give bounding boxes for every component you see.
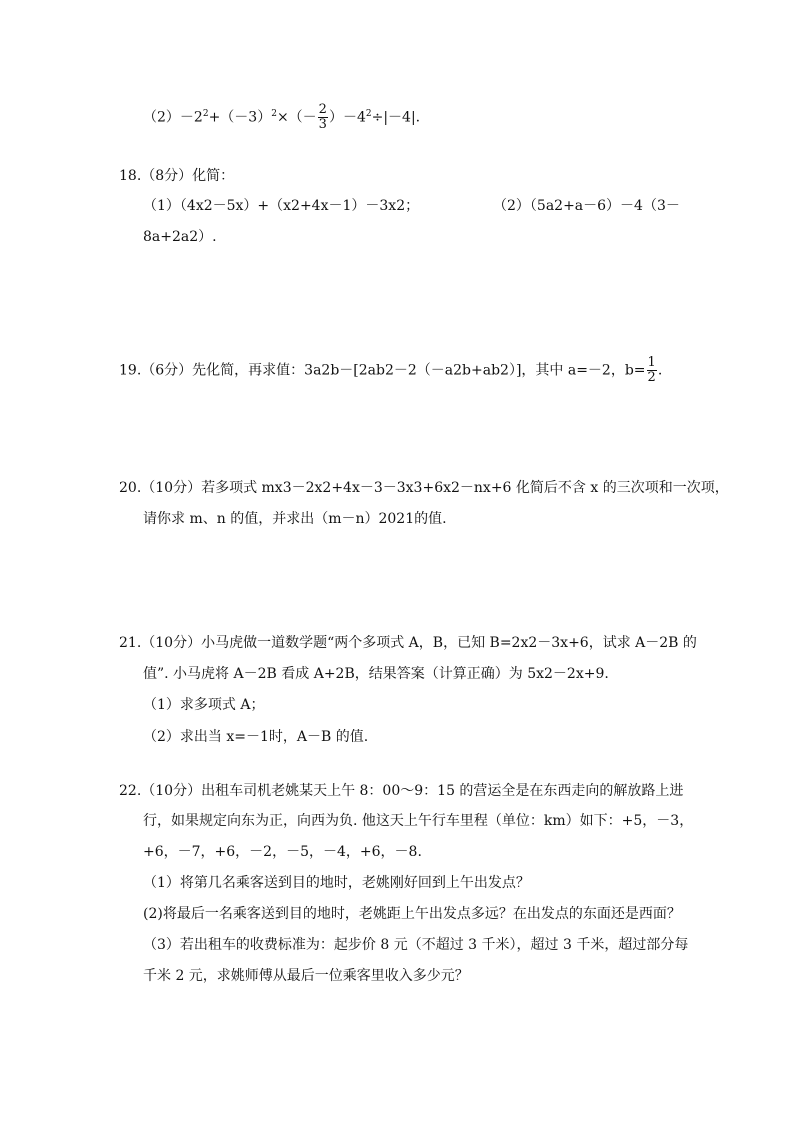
q19-text: .: [657, 362, 663, 379]
q22-line5: (2)将最后一名乘客送到目的地时，老姚距上午出发点多远？在出发点的东面还是西面？: [143, 906, 681, 922]
numerator: 2: [318, 102, 327, 117]
denominator: 2: [647, 370, 656, 385]
q18-heading: 18.（8分）化简：: [119, 168, 235, 184]
exp: 2: [365, 108, 372, 119]
q22-line2: 行，如果规定向东为正，向西为负. 他这天上午行车里程（单位：km）如下：+5，－3，: [143, 813, 694, 829]
q21-line4: （2）求出当 x=－1时，A－B 的值.: [143, 729, 369, 745]
q19: [119, 356, 662, 385]
fraction: [647, 356, 657, 385]
denominator: 3: [318, 117, 327, 132]
q19-text: 19.（6分）先化简，再求值：3a2b－[2ab2－2（－a2b+ab2）]，其中 a=－2，b=: [119, 362, 646, 379]
fraction: [318, 103, 328, 132]
q21-line2: 值”. 小马虎将 A－2B 看成 A+2B，结果答案（计算正确）为 5x2－2x+9.: [143, 666, 609, 682]
q21-line1: 21.（10分）小马虎做一道数学题“两个多项式 A，B，已知 B=2x2－3x+6，试求 A－2B 的: [119, 635, 697, 651]
q20-line2: 请你求 m、n 的值，并求出（m－n）2021的值.: [143, 511, 447, 527]
q22-line7: 千米 2 元，求姚师傅从最后一位乘客里收入多少元？: [143, 968, 469, 984]
exp: 2: [202, 108, 209, 119]
q17-part2: [143, 103, 420, 132]
q17-text: ×（－: [276, 109, 317, 126]
q22-line4: （1）将第几名乘客送到目的地时，老姚刚好回到上午出发点？: [143, 875, 530, 891]
q22-line6: （3）若出租车的收费标准为：起步价 8 元（不超过 3 千米），超过 3 千米，超过部分每: [143, 937, 689, 953]
numerator: 1: [647, 355, 656, 370]
q17-text: +（－3）: [208, 109, 272, 126]
q17-text: ÷|－4|.: [371, 109, 421, 126]
exp: 2: [271, 108, 277, 119]
q17-text: ）－4: [328, 109, 366, 126]
q21-line3: （1）求多项式 A；: [143, 697, 265, 713]
q18-part2-b: 8a+2a2）.: [143, 229, 217, 245]
q20-line1: 20.（10分）若多项式 mx3－2x2+4x－3－3x3+6x2－nx+6 化简后不含 x 的三次项和一次项，: [119, 480, 729, 496]
q18-part1: （1）（4x2－5x）+（x2+4x－1）－3x2；: [143, 198, 420, 214]
q17-text: （2）－2: [143, 109, 203, 126]
q22-line3: +6，－7，+6，－2，－5，－4，+6，－8.: [143, 844, 422, 860]
q18-part2-a: （2）（5a2+a－6）－4（3－: [493, 198, 680, 214]
q22-line1: 22.（10分）出租车司机老姚某天上午 8：00～9：15 的营运全是在东西走向的解放路上进: [119, 783, 684, 799]
